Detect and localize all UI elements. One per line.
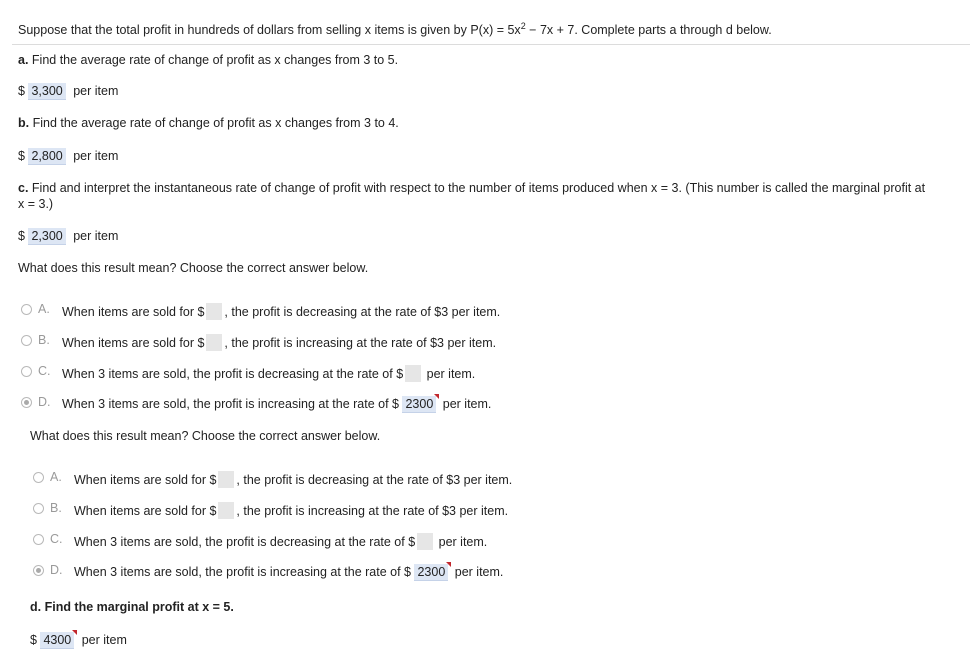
- radio-2a[interactable]: [33, 472, 44, 483]
- part-d-question: d. Find the marginal profit at x = 5.: [30, 600, 234, 614]
- radio-2b[interactable]: [33, 503, 44, 514]
- flag-icon: [446, 562, 451, 567]
- part-c-question-line1: c. Find and interpret the instantaneous rate of change of profit with respect to the number of items produced when x = 3. (This number is called the marginal profit at: [18, 181, 926, 195]
- option-1d-answer[interactable]: 2300: [402, 396, 436, 413]
- option-1a-letter: A.: [38, 302, 50, 316]
- option-1a[interactable]: When items are sold for $ , the profit is decreasing at the rate of $3 per item.: [62, 305, 501, 319]
- meaning-prompt-1: What does this result mean? Choose the correct answer below.: [18, 261, 369, 275]
- radio-1a[interactable]: [21, 304, 32, 315]
- blank-2c: [417, 533, 433, 550]
- divider: [12, 44, 970, 45]
- option-2a-letter: A.: [50, 470, 62, 484]
- blank-2b: [218, 502, 234, 519]
- option-2c-letter: C.: [50, 532, 63, 546]
- part-d-answer-row: $ 4300 per item: [30, 632, 127, 649]
- problem-statement: Suppose that the total profit in hundreds of dollars from selling x items is given by $P(x) = 5x^2 - 7x + 7$. Complete parts a through d below.: [18, 21, 772, 38]
- radio-1b[interactable]: [21, 335, 32, 346]
- flag-icon: [72, 630, 77, 635]
- part-b-answer[interactable]: 2,800: [28, 148, 65, 165]
- radio-1d-selected[interactable]: [21, 397, 32, 408]
- radio-2c[interactable]: [33, 534, 44, 545]
- meaning-prompt-2: What does this result mean? Choose the correct answer below.: [30, 429, 381, 443]
- part-d-answer[interactable]: 4300: [40, 632, 74, 649]
- part-c-answer[interactable]: 2,300: [28, 228, 65, 245]
- part-c-answer-row: $ 2,300 per item: [18, 229, 119, 243]
- option-1d[interactable]: When 3 items are sold, the profit is increasing at the rate of $ 2300 per item.: [62, 396, 491, 413]
- part-a-answer-row: $ 3,300 per item: [18, 84, 119, 98]
- blank-1a: [206, 303, 222, 320]
- blank-2a: [218, 471, 234, 488]
- blank-1b: [206, 334, 222, 351]
- option-2d[interactable]: When 3 items are sold, the profit is increasing at the rate of $ 2300 per item.: [74, 564, 503, 581]
- option-2d-letter: D.: [50, 563, 63, 577]
- radio-2d-selected[interactable]: [33, 565, 44, 576]
- option-1d-letter: D.: [38, 395, 51, 409]
- option-2c[interactable]: When 3 items are sold, the profit is decreasing at the rate of $ per item.: [74, 535, 488, 549]
- blank-1c: [405, 365, 421, 382]
- option-2b-letter: B.: [50, 501, 62, 515]
- option-1b-letter: B.: [38, 333, 50, 347]
- part-c-question-line2: x = 3.): [18, 197, 54, 211]
- part-a-answer[interactable]: 3,300: [28, 83, 65, 100]
- option-1c[interactable]: When 3 items are sold, the profit is decreasing at the rate of $ per item.: [62, 367, 476, 381]
- option-1b[interactable]: When items are sold for $ , the profit is increasing at the rate of $3 per item.: [62, 336, 497, 350]
- option-2a[interactable]: When items are sold for $ , the profit is decreasing at the rate of $3 per item.: [74, 473, 513, 487]
- option-2b[interactable]: When items are sold for $ , the profit is increasing at the rate of $3 per item.: [74, 504, 509, 518]
- option-1c-letter: C.: [38, 364, 51, 378]
- part-b-question: b. Find the average rate of change of profit as x changes from 3 to 4.: [18, 116, 399, 130]
- option-2d-answer[interactable]: 2300: [414, 564, 448, 581]
- radio-1c[interactable]: [21, 366, 32, 377]
- part-a-question: a. Find the average rate of change of profit as x changes from 3 to 5.: [18, 53, 399, 67]
- part-b-answer-row: $ 2,800 per item: [18, 149, 119, 163]
- flag-icon: [434, 394, 439, 399]
